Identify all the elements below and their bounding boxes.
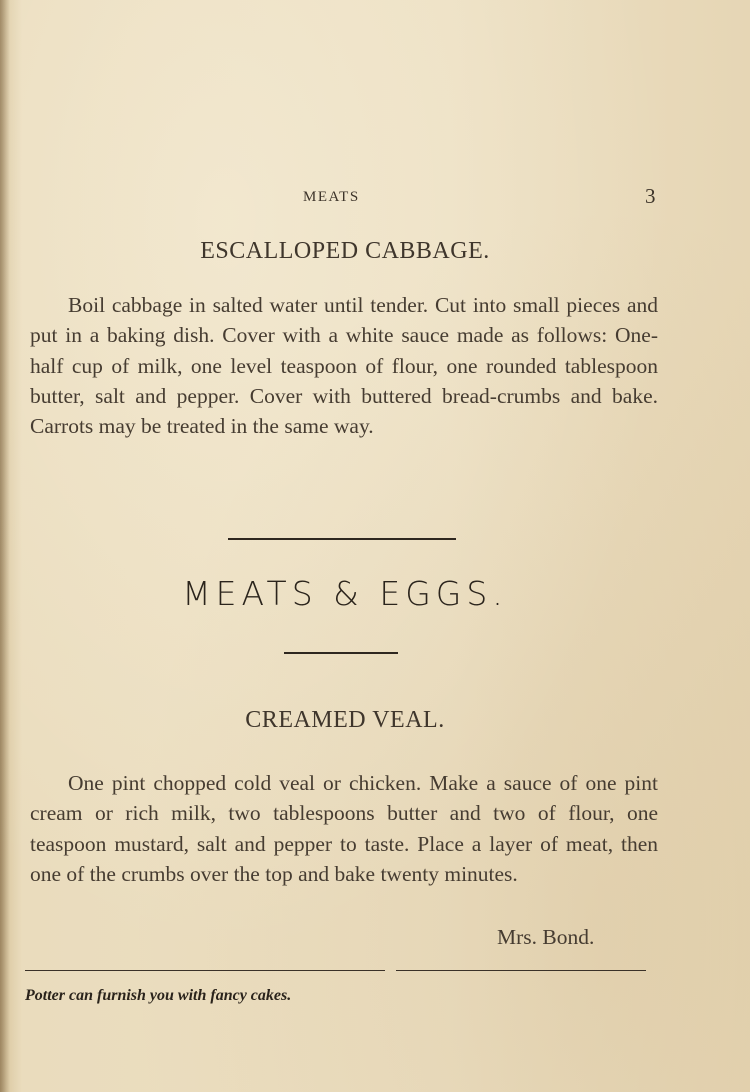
section-divider-bottom [284,652,398,654]
recipe-text: One pint chopped cold veal or chicken. Make a sauce of one pint cream or rich milk, two tablespoons butter and two of flour, one teaspoon mustard, salt and pepper to taste. Place a layer of meat, then one of the crumbs over the top and bake twenty minutes. [30,771,658,886]
footer-rule-left [25,970,385,971]
footer-advertisement: Potter can furnish you with fancy cakes. [25,987,292,1004]
section-divider-top [228,538,456,540]
page-number: 3 [645,184,656,208]
recipe-title-escalloped-cabbage: ESCALLOPED CABBAGE. [200,238,490,264]
section-title: MEATS & EGGS. [182,574,508,613]
recipe-contributor: Mrs. Bond. [497,925,595,949]
recipe-text: Boil cabbage in salted water until tender. Cut into small pieces and put in a baking dish. Cover with a white sauce made as follows: One-half cup of milk, one level teaspoon of flour, one rounded tablespoon butter, salt and pepper. Cover with buttered bread-crumbs and bake. Carrots may be treated in the same way. [30,293,658,439]
recipe-body-escalloped-cabbage [30,290,658,441]
spine-shadow [0,0,10,1092]
recipe-title-creamed-veal: CREAMED VEAL. [245,707,445,733]
recipe-body-creamed-veal [30,768,658,889]
footer-rule-right [396,970,646,971]
running-head: MEATS [303,189,360,205]
